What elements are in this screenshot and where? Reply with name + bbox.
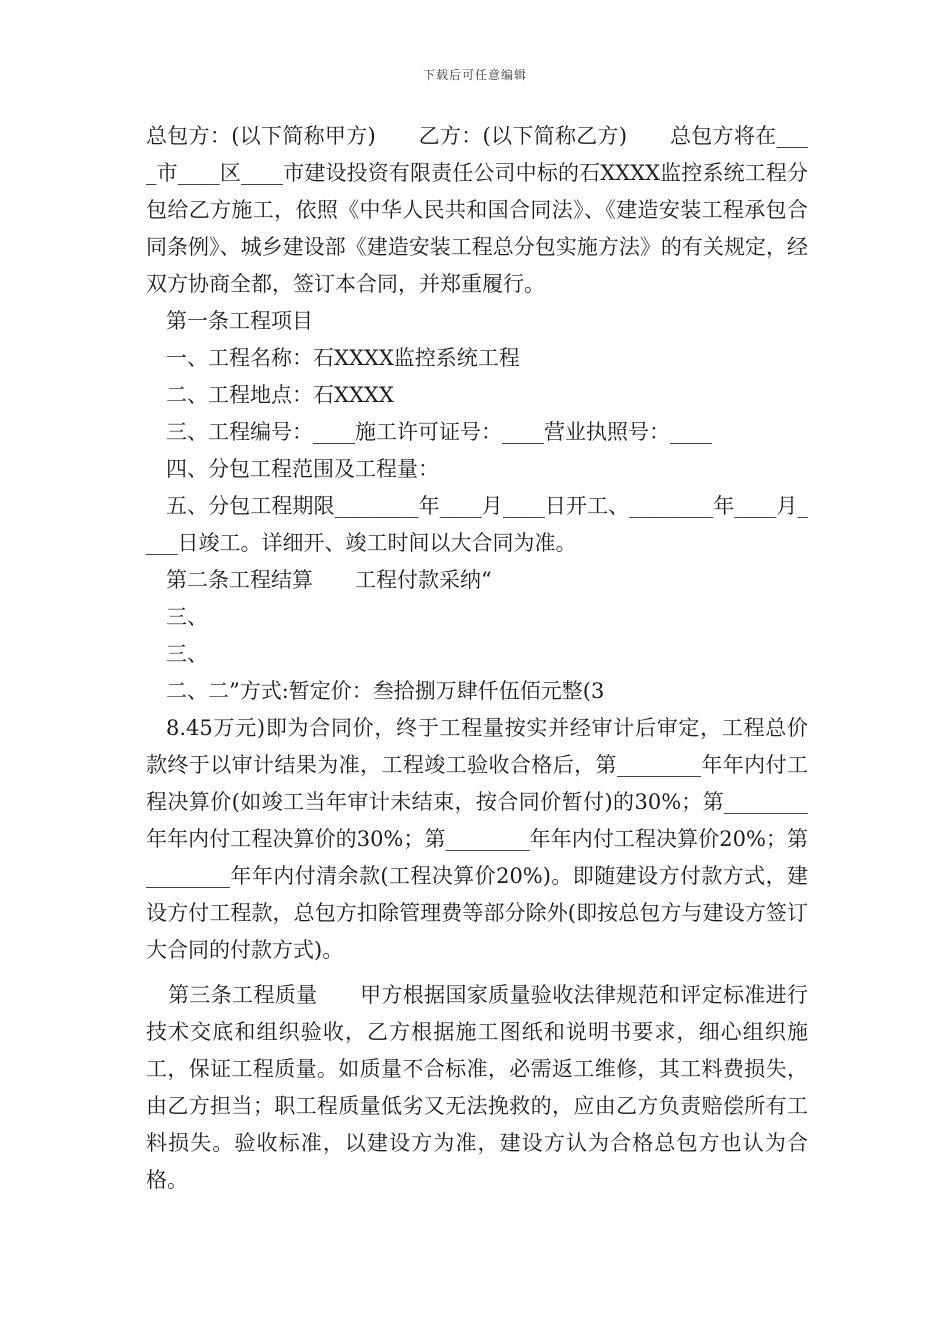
article-2-payment-terms: 8.45万元)即为合同价，终于工程量按实并经审计后审定，工程总价款终于以审计结果为准，工程竣工验收合格后，第________年年内付工程决算价(如竣工当年审计未结束，按合同价暂付)的30%；第________年年内付工程决算价的30%；第________年年内付工程决算价20%；第________年年内付清余款(工程决算价20%)。即随建设方付款方式，建设方付工程款，总包方扣除管理费等部分除外(即按总包方与建设方签订大合同的付款方式)。 <box>146 716 808 962</box>
article-1-item-3: 三、工程编号：____施工许可证号：____营业执照号：____ <box>166 420 712 444</box>
article-1-heading: 第一条工程项目 <box>166 309 313 333</box>
paragraph-intro: 总包方：(以下简称甲方) 乙方：(以下简称乙方) 总包方将在____市____区____市建设投资有限责任公司中标的石XXXX监控系统工程分包给乙方施工，依照《中华人民共和国合同法》、《建造安装工程承包合同条例》、城乡建设部《建造安装工程总分包实施方法》的有关规定，经双方协商全都，签订本合同，并郑重履行。 <box>146 124 808 296</box>
article-1-item-1: 一、工程名称：石XXXX监控系统工程 <box>166 346 520 370</box>
document-body <box>146 118 808 1199</box>
article-2-heading: 第二条工程结算 工程付款采纳“ <box>166 568 492 592</box>
article-2-line-a: 三、 <box>166 605 208 629</box>
article-2-line-b: 三、 <box>166 642 208 666</box>
page-header: 下载后可任意编辑 <box>422 68 527 82</box>
article-1-item-4: 四、分包工程范围及工程量： <box>166 457 439 481</box>
article-2-line-c: 二、二”方式:暂定价：叁拾捌万肆仟伍佰元整(3 <box>166 679 605 703</box>
article-1-item-2: 二、工程地点：石XXXX <box>166 383 394 407</box>
article-3-quality: 第三条工程质量 甲方根据国家质量验收法律规范和评定标准进行技术交底和组织验收，乙方根据施工图纸和说明书要求，细心组织施工，保证工程质量。如质量不合标准，必需返工维修，其工料费损失，由乙方担当；职工程质量低劣又无法挽救的，应由乙方负责赔偿所有工料损失。验收标准，以建设方为准，建设方认为合格总包方也认为合格。 <box>146 983 808 1192</box>
article-1-item-5: 五、分包工程期限________年____月____日开工、________年____月____日竣工。详细开、竣工时间以大合同为准。 <box>146 494 808 555</box>
